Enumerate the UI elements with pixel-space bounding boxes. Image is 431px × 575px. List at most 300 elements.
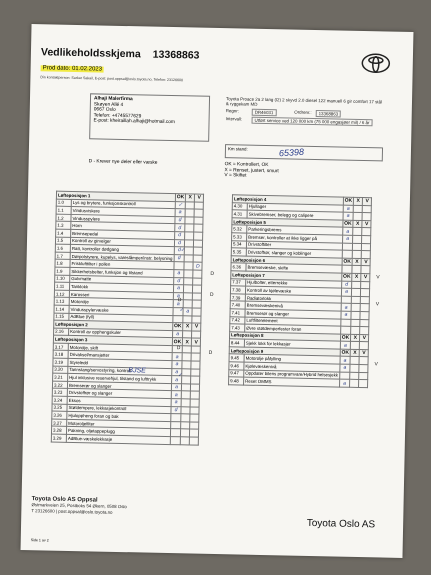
col-ok: OK <box>341 334 350 341</box>
footer-brand: Toyota Oslo AS <box>306 517 376 531</box>
v-cell[interactable]: D <box>193 262 202 270</box>
item-number: 6.36 <box>231 263 246 271</box>
v-cell[interactable] <box>193 285 202 293</box>
v-cell[interactable] <box>194 209 203 217</box>
x-cell[interactable] <box>182 384 191 392</box>
item-number: 1.2 <box>56 214 71 222</box>
item-label: Gulvmatte <box>70 275 174 285</box>
x-cell[interactable] <box>182 353 191 361</box>
ok-cell[interactable]: d <box>174 247 185 255</box>
ok-cell[interactable]: a <box>343 205 354 213</box>
x-cell[interactable] <box>181 399 190 407</box>
item-label: Hjuloppheng foran og bak <box>67 412 171 422</box>
item-number: 7.37 <box>231 278 246 286</box>
ok-cell[interactable]: a <box>171 368 182 376</box>
item-label: Bremser, kontroller at ikke ligger på <box>247 233 343 243</box>
ok-cell[interactable]: d <box>171 406 182 414</box>
interval-value: Utført service ved 120 000 km (75 000 engasjøer mil) / 6 år <box>252 117 373 127</box>
item-label: Tannstang/servostyring, kontroll <box>68 366 172 376</box>
v-cell[interactable] <box>359 380 368 388</box>
v-cell[interactable] <box>193 255 202 263</box>
ok-cell[interactable]: a <box>172 330 183 338</box>
item-label: Karosseri <box>69 290 173 300</box>
side-letter-v: V <box>374 361 378 368</box>
v-cell[interactable] <box>362 213 371 221</box>
item-label: Styreledd <box>68 358 172 368</box>
item-label: Oppdater bilens programvare/Hybrid helsesjekk <box>245 371 339 379</box>
v-cell[interactable] <box>194 224 203 232</box>
item-label: Bremserør og slanger <box>245 309 341 319</box>
ok-cell[interactable]: a <box>342 235 353 243</box>
interval-label: Intervall: <box>225 116 243 122</box>
item-label: Vindusspylere <box>71 214 175 224</box>
item-number: 9.47 <box>229 369 244 377</box>
x-cell[interactable] <box>351 311 360 319</box>
left-checklist-table <box>51 191 205 446</box>
x-cell[interactable] <box>352 250 361 258</box>
col-x: X <box>183 338 192 346</box>
v-cell[interactable] <box>191 346 200 354</box>
toyota-logo-icon <box>361 51 391 76</box>
item-number: 1.11 <box>54 282 69 290</box>
v-cell[interactable] <box>194 247 203 255</box>
item-number: 7.42 <box>230 316 245 324</box>
item-number: 1.14 <box>54 305 69 313</box>
col-x: X <box>183 323 192 331</box>
item-number: 1.13 <box>54 297 69 305</box>
item-number: 3.17 <box>53 343 68 351</box>
v-cell[interactable] <box>194 232 203 240</box>
x-cell[interactable] <box>185 247 194 255</box>
col-x: X <box>186 194 195 202</box>
v-cell[interactable] <box>361 251 370 259</box>
item-number: 1.1 <box>56 206 71 214</box>
v-cell[interactable] <box>193 270 202 278</box>
x-cell[interactable] <box>352 281 361 289</box>
x-cell[interactable] <box>351 319 360 327</box>
item-label: Lys og brytere, funksjonskontroll <box>71 199 175 209</box>
x-cell[interactable] <box>183 315 192 323</box>
item-label: AdBlue-væskelekkasje <box>66 434 170 444</box>
item-number: 5.32 <box>232 225 247 233</box>
v-cell[interactable] <box>361 296 370 304</box>
item-label: Vindusspylervæske <box>69 305 173 315</box>
regnr-label: Regnr: <box>225 107 240 114</box>
item-label: Hjulbolter, etterrekke <box>246 279 342 289</box>
item-number: 7.43 <box>230 324 245 332</box>
x-cell[interactable] <box>353 228 362 236</box>
item-number: 1.12 <box>54 290 69 298</box>
item-label: Sikkerhetsbelter, funksjon og tilstand <box>70 267 174 277</box>
x-cell[interactable] <box>185 232 194 240</box>
production-date-highlight: Prod dato: 01.02.2023 <box>42 65 103 73</box>
v-cell[interactable] <box>192 300 201 308</box>
x-cell[interactable] <box>350 364 359 372</box>
item-label: Bremsevæskenivå <box>245 301 341 311</box>
v-cell[interactable] <box>191 384 200 392</box>
x-cell[interactable] <box>184 262 193 270</box>
section-title: Løfteposisjon 8 <box>229 331 340 341</box>
x-cell[interactable] <box>353 243 362 251</box>
item-number: 1.15 <box>54 313 69 321</box>
x-cell[interactable] <box>184 277 193 285</box>
v-cell[interactable] <box>192 331 201 339</box>
item-label: Eksos <box>67 396 171 406</box>
item-label: Kontroll av kjølevæske <box>245 286 341 296</box>
item-label: Motorolje, skift <box>68 343 172 353</box>
ok-cell[interactable]: a <box>340 364 351 372</box>
item-label: Parkeringsbrems <box>247 225 343 235</box>
item-number: 7.39 <box>230 294 245 302</box>
customer-city: 0667 Oslo <box>93 107 116 114</box>
side-letter-d: D <box>176 345 181 352</box>
ok-cell[interactable]: a <box>340 341 351 349</box>
v-cell[interactable] <box>193 278 202 286</box>
item-number: 1.4 <box>56 229 71 237</box>
side-letter-d: D <box>177 297 182 304</box>
side-letter-d: D <box>210 270 215 277</box>
col-ok: OK <box>176 194 185 201</box>
km-stand-box: Km stand: <box>225 144 383 161</box>
v-cell[interactable] <box>360 342 369 350</box>
x-cell[interactable] <box>184 285 193 293</box>
ok-cell[interactable]: a <box>341 303 352 311</box>
item-number: 3.25 <box>52 404 67 412</box>
right-checklist-table <box>228 194 372 388</box>
ok-cell[interactable]: d <box>341 281 352 289</box>
v-cell[interactable] <box>362 243 371 251</box>
item-number: 5.34 <box>231 240 246 248</box>
x-cell[interactable] <box>184 255 193 263</box>
item-number: 1.7 <box>55 252 70 260</box>
ok-cell[interactable]: d <box>174 254 185 262</box>
col-v: V <box>361 258 370 266</box>
v-cell[interactable] <box>190 414 199 422</box>
v-cell[interactable] <box>360 319 369 327</box>
item-label: AdBlue (fyll) <box>69 313 173 323</box>
v-cell[interactable] <box>191 353 200 361</box>
v-cell[interactable] <box>192 308 201 316</box>
item-label: Drivaksel/mansjetter <box>68 351 172 361</box>
item-number: 9.48 <box>229 377 244 385</box>
v-cell[interactable] <box>360 327 369 335</box>
item-number: 7.41 <box>230 309 245 317</box>
item-number: 3.19 <box>53 358 68 366</box>
v-cell[interactable] <box>360 311 369 319</box>
item-number: 1.5 <box>55 237 70 245</box>
item-label: Støtdempere, lekkasjekontroll <box>67 404 171 414</box>
ok-cell[interactable]: a <box>171 391 182 399</box>
item-label: Drivstoffrør og slanger <box>67 389 171 399</box>
col-v: V <box>362 220 371 228</box>
x-cell[interactable] <box>185 209 194 217</box>
side-letter-d: D <box>209 291 214 298</box>
v-cell[interactable] <box>190 437 199 445</box>
col-ok: OK <box>344 197 353 205</box>
ok-cell[interactable]: d <box>175 216 186 224</box>
x-cell[interactable] <box>353 205 362 213</box>
col-x: X <box>353 220 362 228</box>
v-cell[interactable] <box>361 289 370 297</box>
x-cell[interactable] <box>353 235 362 243</box>
item-number: 3.20 <box>53 366 68 374</box>
col-v: V <box>195 194 204 202</box>
ok-cell[interactable]: a <box>342 227 353 235</box>
customer-email: E-post: kheiraillah.alhaji@hotmail.com <box>93 118 175 126</box>
x-cell[interactable] <box>185 201 194 209</box>
vehicle-model: Toyota Proace 2a 2 lang (l2) 2 skyvd 2.0 diesel 122 manuell 6 gir comfort 17 stål & ryggekam MD <box>225 96 383 108</box>
v-cell[interactable] <box>190 407 199 415</box>
v-cell[interactable] <box>194 217 203 225</box>
ok-cell[interactable]: a <box>173 292 184 300</box>
item-label: Hjul inklusive reservehjul, tilstand og lufttrykk <box>68 374 172 384</box>
handwritten-note: BJSE <box>128 367 146 375</box>
x-cell[interactable] <box>185 217 194 225</box>
ok-cell[interactable]: a <box>172 353 183 361</box>
ordre-value: 13368863 <box>316 110 342 118</box>
col-v: V <box>363 198 372 206</box>
section-title: Løfteposisjon 9 <box>229 347 340 357</box>
x-cell[interactable] <box>352 288 361 296</box>
x-cell[interactable] <box>183 330 192 338</box>
col-ok: OK <box>341 349 350 356</box>
v-cell[interactable] <box>191 391 200 399</box>
ok-cell[interactable]: a <box>171 383 182 391</box>
col-v: V <box>361 273 370 281</box>
side-letter-d: D <box>208 349 213 356</box>
item-number: 3.23 <box>52 389 67 397</box>
x-cell[interactable] <box>352 266 361 274</box>
v-cell[interactable] <box>191 376 200 384</box>
customer-street: Skøyen Allé 4 <box>93 101 124 108</box>
section-title: Løfteposisjon 2 <box>54 320 173 330</box>
x-cell[interactable] <box>185 239 194 247</box>
x-cell[interactable] <box>181 406 190 414</box>
x-cell[interactable] <box>183 300 192 308</box>
x-cell[interactable] <box>352 296 361 304</box>
v-cell[interactable] <box>191 369 200 377</box>
col-v: V <box>192 323 201 331</box>
item-label: Bremsepedal <box>71 229 175 239</box>
col-ok: OK <box>173 338 182 345</box>
x-cell[interactable] <box>185 224 194 232</box>
item-label: Motorolje påfylling <box>244 355 340 365</box>
x-cell[interactable] <box>182 391 191 399</box>
x-cell[interactable] <box>350 380 359 388</box>
item-label: Sjekk lokk for lekkasjer <box>244 339 340 349</box>
item-label: Motorolje <box>69 298 173 308</box>
col-x: X <box>354 197 363 205</box>
form-title: Vedlikeholdsskjema 13368863 <box>40 46 200 62</box>
col-ok: OK <box>343 273 351 281</box>
item-number: 1.9 <box>55 267 70 275</box>
item-label: Hjullager <box>247 203 343 213</box>
x-cell[interactable] <box>184 293 193 301</box>
d-note: D - Krever nye deler eller væske <box>88 159 158 166</box>
ok-cell[interactable]: a <box>175 209 186 217</box>
v-cell[interactable] <box>190 429 199 437</box>
item-label: Pakning, oljetappeplugg <box>66 427 170 437</box>
regnr-value: DR46031 <box>252 108 277 116</box>
item-label: Dørpolstyrere, kupelys, vareslåmper/instr. belysning <box>71 253 173 261</box>
item-number: 9.45 <box>229 354 244 362</box>
col-ok: OK <box>343 258 351 265</box>
ok-cell[interactable]: a <box>174 270 185 278</box>
item-number: 1.10 <box>55 275 70 283</box>
x-cell[interactable] <box>351 304 360 312</box>
x-cell[interactable] <box>181 422 190 430</box>
side-check: ✓ <box>180 247 186 254</box>
ok-cell[interactable]: a <box>339 379 350 387</box>
item-label: Øvre støtdemperfester foran <box>245 324 341 334</box>
x-cell[interactable] <box>182 368 191 376</box>
ok-cell[interactable]: ✓ <box>175 201 186 209</box>
v-cell[interactable] <box>360 304 369 312</box>
ok-cell[interactable]: a <box>172 361 183 369</box>
item-number: 3.24 <box>52 396 67 404</box>
item-label: Vindusviskere <box>71 207 175 217</box>
item-number: 9.46 <box>229 362 244 370</box>
v-cell[interactable] <box>359 357 368 365</box>
customer-phone: Telefon: +4745577629 <box>93 113 142 120</box>
ok-cell[interactable]: d <box>174 239 185 247</box>
item-label: Ratt, kontroller dødgang <box>70 245 174 255</box>
customer-name: Alhaji Malerfirma <box>93 96 133 103</box>
x-cell[interactable] <box>350 357 359 365</box>
item-label: Radiatorlokk <box>245 294 341 304</box>
x-cell[interactable]: a <box>183 308 192 316</box>
checklist-row <box>229 377 368 388</box>
item-number: 3.22 <box>52 381 67 389</box>
v-cell[interactable] <box>361 281 370 289</box>
item-number: 8.44 <box>229 339 244 347</box>
km-handwritten: 65398 <box>278 146 305 159</box>
col-v: V <box>360 334 369 342</box>
side-check: ✓ <box>178 372 183 379</box>
ok-cell[interactable]: a <box>173 300 184 308</box>
x-cell[interactable] <box>182 376 191 384</box>
side-letter-v: V <box>375 301 380 308</box>
v-cell[interactable] <box>191 361 200 369</box>
section-title: Løfteposisjon 7 <box>231 271 342 281</box>
item-label: Luftfilterelement <box>245 317 341 327</box>
v-cell[interactable] <box>193 293 202 301</box>
col-x: X <box>352 258 361 266</box>
col-x: X <box>350 349 359 357</box>
v-cell[interactable] <box>361 266 370 274</box>
contact-line: Din kontaktperson: Sarkar Sakail, E-post: post.oppsal@oslo.toyota.no, Telefon: 23126600 <box>40 75 184 83</box>
v-cell[interactable] <box>359 365 368 373</box>
x-cell[interactable] <box>181 437 190 445</box>
x-cell[interactable] <box>181 414 190 422</box>
item-label: Kontroll av girvelger <box>70 237 174 247</box>
x-cell[interactable] <box>182 361 191 369</box>
x-cell[interactable] <box>351 326 360 334</box>
x-cell[interactable] <box>184 270 193 278</box>
ordre-label: Ordrenr.: <box>294 109 312 115</box>
ok-cell[interactable]: a <box>171 399 182 407</box>
item-number: 1.0 <box>56 199 71 207</box>
v-cell[interactable] <box>359 372 368 380</box>
item-label: Motoroljefilter <box>67 419 171 429</box>
item-number: 3.28 <box>51 426 66 434</box>
ok-cell[interactable]: a <box>173 285 184 293</box>
ok-cell[interactable]: a <box>341 288 352 296</box>
v-cell[interactable] <box>362 235 371 243</box>
item-number: 3.21 <box>53 373 68 381</box>
ok-cell[interactable] <box>170 437 181 445</box>
ok-cell[interactable]: a <box>343 212 354 220</box>
v-cell[interactable] <box>190 422 199 430</box>
legend: OK = Kontrollert, OK X = Renset, justert, smurt V = Skiftet <box>224 162 279 179</box>
item-number: 3.27 <box>52 419 67 427</box>
col-ok: OK <box>173 323 182 330</box>
v-cell[interactable] <box>190 399 199 407</box>
item-number: 3.18 <box>53 351 68 359</box>
item-label: Tanklokk <box>69 283 173 293</box>
item-number: 5.33 <box>232 233 247 241</box>
ok-cell[interactable]: d <box>173 277 184 285</box>
col-v: V <box>192 338 201 346</box>
item-label: Frisklufttilter i pollen <box>70 260 174 270</box>
item-label: Drivstoffilter <box>246 241 342 251</box>
section-title: Løfteposisjon 4 <box>232 195 343 205</box>
section-title: Løfteposisjon 5 <box>232 218 343 228</box>
col-v: V <box>359 349 368 357</box>
vehicle-info <box>226 96 387 127</box>
service-form-sheet <box>21 24 414 558</box>
item-number: 3.26 <box>52 411 67 419</box>
v-cell[interactable] <box>194 202 203 210</box>
x-cell[interactable] <box>350 372 359 380</box>
col-x: X <box>351 334 360 342</box>
side-letter-v: V <box>376 274 380 281</box>
item-label: Skivebremser, belegg og calipere <box>247 210 343 220</box>
side-check: ✓ <box>179 307 184 314</box>
ok-cell[interactable]: a <box>171 376 182 384</box>
ok-cell[interactable]: d <box>174 232 185 240</box>
item-number: 7.38 <box>230 286 245 294</box>
item-label: Bremserør og slanger <box>67 381 171 391</box>
ok-cell[interactable]: a <box>341 311 352 319</box>
ok-cell[interactable]: d <box>175 224 186 232</box>
v-cell[interactable] <box>192 315 201 323</box>
col-ok: OK <box>344 220 352 227</box>
v-cell[interactable] <box>362 228 371 236</box>
section-title: Løfteposisjon 1 <box>56 191 175 201</box>
customer-box <box>89 93 210 142</box>
item-number: 1.3 <box>56 221 71 229</box>
footer-address: Toyota Oslo AS Oppsal Østmarkveien 25, Postboks 54 Økern, 0508 Oslo T 23126600 | post.oppsal@oslo.toyota.no <box>31 496 127 515</box>
ok-cell[interactable]: a <box>340 357 351 365</box>
section-title: Løfteposisjon 3 <box>53 335 172 345</box>
x-cell[interactable] <box>182 346 191 354</box>
item-number: 7.40 <box>230 301 245 309</box>
item-number: 3.29 <box>51 434 66 442</box>
item-label: Reset OMMS <box>244 377 340 387</box>
item-number: 1.6 <box>55 244 70 252</box>
item-number: 4.30 <box>232 202 247 210</box>
item-label: Kjølevæskenivå <box>244 362 340 372</box>
item-label: Horn <box>71 222 175 232</box>
item-number: 2.16 <box>54 328 69 336</box>
x-cell[interactable] <box>181 429 190 437</box>
v-cell[interactable] <box>194 240 203 248</box>
x-cell[interactable] <box>351 342 360 350</box>
x-cell[interactable] <box>353 213 362 221</box>
item-label: Kontroll av opphengskuler <box>69 328 173 338</box>
v-cell[interactable] <box>362 205 371 213</box>
